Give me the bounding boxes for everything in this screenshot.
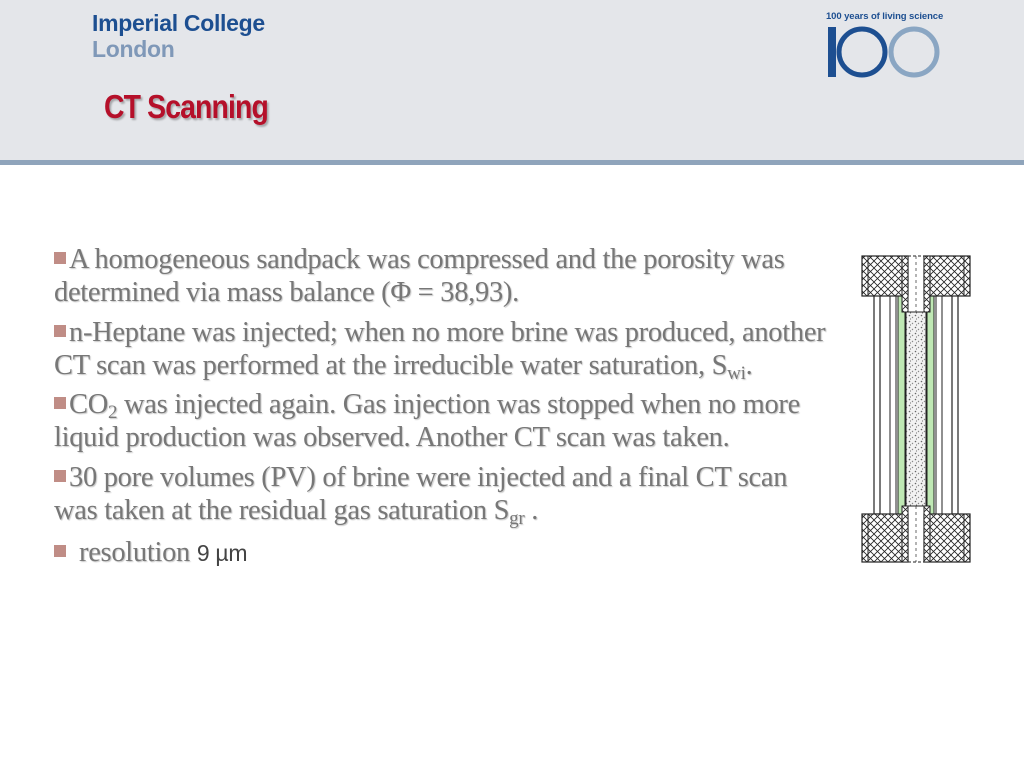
bullet-item <box>54 388 829 454</box>
bullet-list <box>54 243 829 577</box>
anniversary-100-logo <box>826 24 944 80</box>
bullet-square-icon <box>54 397 66 409</box>
bullet-text-end: was injected again. Gas injection was stopped when no more liquid production was observed. Another CT scan was taken. <box>54 389 800 453</box>
bullet-text: resolution <box>79 537 197 568</box>
subscript-2: 2 <box>108 402 118 423</box>
imperial-college-logo <box>92 10 265 62</box>
bullet-text: 30 pore volumes (PV) of brine were injected and a final CT scan was taken at the residual gas saturation S <box>54 462 788 526</box>
bullet-square-icon <box>54 325 66 337</box>
logo-line-1: Imperial College <box>92 10 265 36</box>
anniversary-caption: 100 years of living science <box>826 11 944 22</box>
logo-line-2: London <box>92 36 175 62</box>
bullet-text: A homogeneous sandpack was compressed and the porosity was determined via mass balance (Φ = 38,93). <box>54 244 785 308</box>
subscript-gr: gr <box>509 508 525 529</box>
sandpack-core-holder-diagram <box>860 254 972 566</box>
bullet-text-end: . <box>524 495 539 526</box>
resolution-value: 9 µm <box>196 540 248 566</box>
bullet-text: n-Heptane was injected; when no more brine was produced, another CT scan was performed at the irreducible water saturation, S <box>54 317 826 381</box>
bullet-square-icon <box>54 470 66 482</box>
header-divider <box>0 160 1024 165</box>
subscript-wi: wi <box>727 363 746 384</box>
bullet-square-icon <box>54 252 66 264</box>
bullet-text: CO <box>69 389 108 420</box>
bullet-item <box>54 536 829 570</box>
bullet-item <box>54 243 829 309</box>
bullet-square-icon <box>54 545 66 557</box>
bullet-text-end: . <box>745 350 753 381</box>
bullet-item <box>54 461 829 527</box>
slide-title: CT Scanning <box>104 88 268 125</box>
bullet-item <box>54 316 829 382</box>
